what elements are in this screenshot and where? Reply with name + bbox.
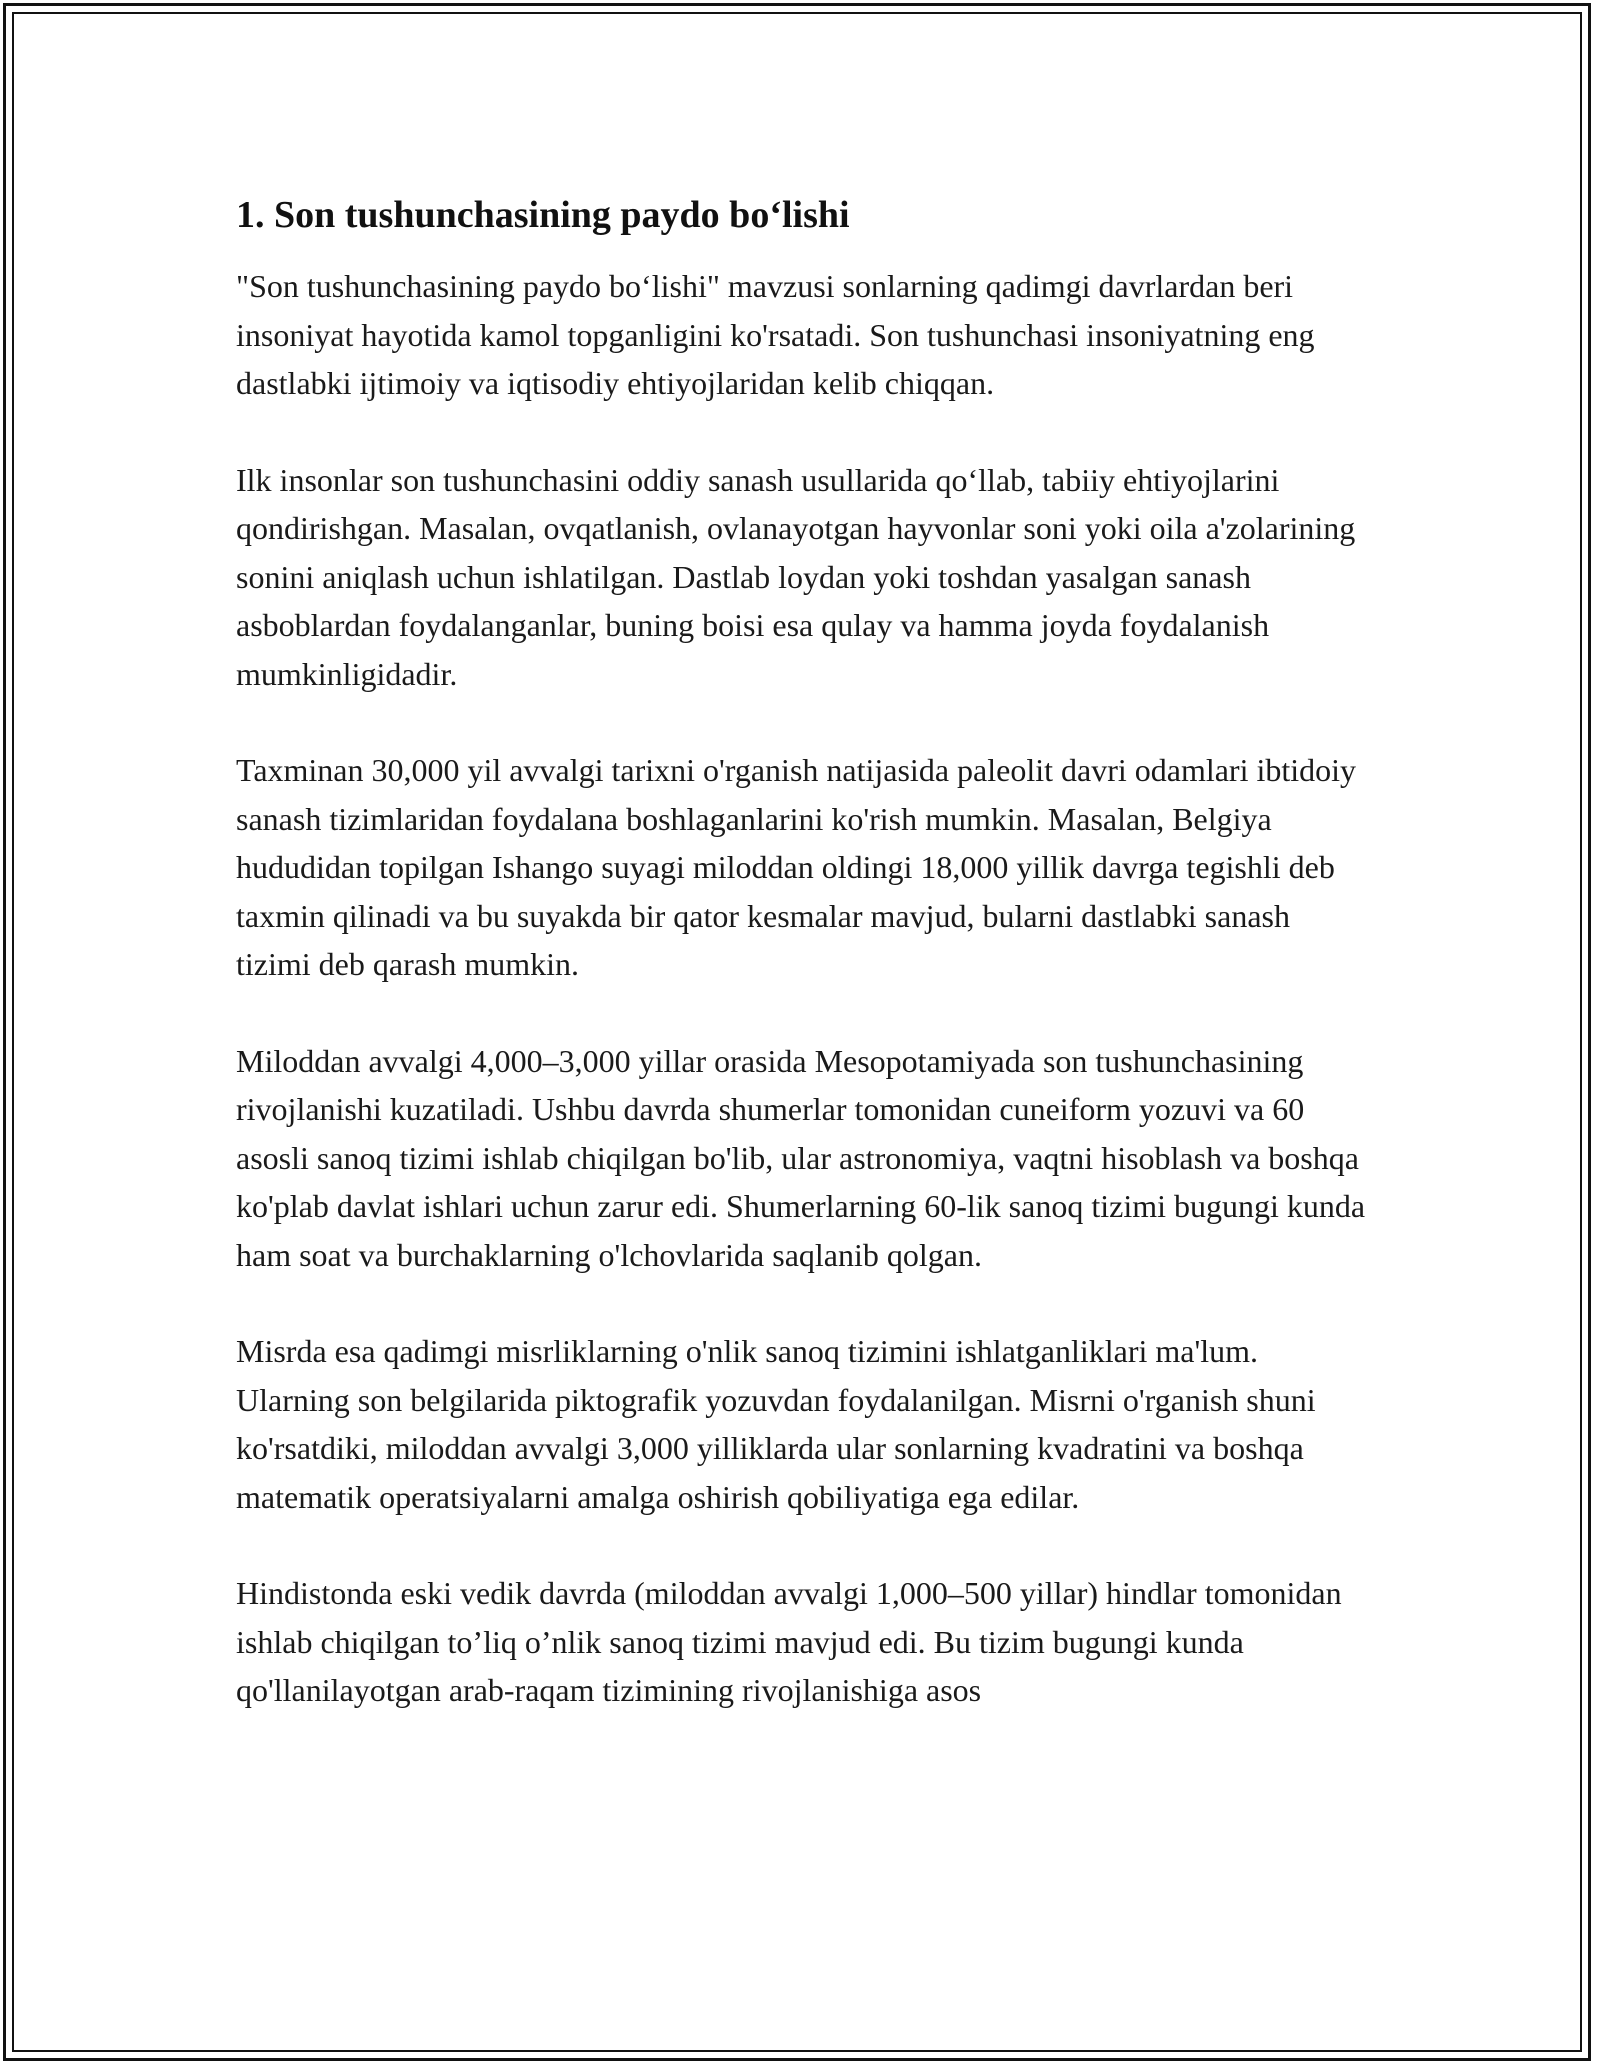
paragraph-6: Hindistonda eski vedik davrda (miloddan avvalgi 1,000–500 yillar) hindlar tomonidan ishlab chiqilgan to’liq o’nlik sanoq tizimi mavjud edi. Bu tizim bugungi kunda qo'llanilayotgan arab-raqam tizimining rivojlanishiga asos (236, 1575, 1342, 1708)
paragraph-1: "Son tushunchasining paydo bo‘lishi" mavzusi sonlarning qadimgi davrlardan beri insoniyat hayotida kamol topganligini ko'rsatadi. Son tushunchasi insoniyatning eng dastlabki ijtimoiy va iqtisodiy ehtiyojlaridan kelib chiqqan. (236, 268, 1315, 401)
paragraph-3: Taxminan 30,000 yil avvalgi tarixni o'rganish natijasida paleolit davri odamlari ibtidoiy sanash tizimlaridan foydalana boshlaganlarini ko'rish mumkin. Masalan, Belgiya hududidan topilgan Ishango suyagi miloddan oldingi 18,000 yillik davrga tegishli deb taxmin qilinadi va bu suyakda bir qator kesmalar mavjud, bularni dastlabki sanash tizimi deb qarash mumkin. (236, 752, 1357, 982)
paragraph-4: Miloddan avvalgi 4,000–3,000 yillar orasida Mesopotamiyada son tushunchasining rivojlanishi kuzatiladi. Ushbu davrda shumerlar tomonidan cuneiform yozuvi va 60 asosli sanoq tizimi ishlab chiqilgan bo'lib, ular astronomiya, vaqtni hisoblash va boshqa ko'plab davlat ishlari uchun zarur edi. Shumerlarning 60-lik sanoq tizimi bugungi kunda ham soat va burchaklarning o'lchovlarida saqlanib qolgan. (236, 1042, 1366, 1273)
paragraph-5: Misrda esa qadimgi misrliklarning o'nlik sanoq tizimini ishlatganliklari ma'lum. Ularning son belgilarida piktografik yozuvdan foydalanilgan. Misrni o'rganish shuni ko'rsatdiki, miloddan avvalgi 3,000 yilliklarda ular sonlarning kvadratini va boshqa matematik operatsiyalarni amalga oshirish qobiliyatiga ega edilar. (236, 1333, 1316, 1515)
paragraph-2: Ilk insonlar son tushunchasini oddiy sanash usullarida qo‘llab, tabiiy ehtiyojlarini qondirishgan. Masalan, ovqatlanish, ovlanayotgan hayvonlar soni yoki oila a'zolarining sonini aniqlash uchun ishlatilgan. Dastlab loydan yoki toshdan yasalgan sanash asboblardan foydalanganlar, buning boisi esa qulay va hamma joyda foydalanish mumkinligidadir. (236, 461, 1356, 692)
document-body (236, 190, 1366, 1715)
section-heading: 1. Son tushunchasining paydo bo‘lishi (236, 194, 850, 236)
